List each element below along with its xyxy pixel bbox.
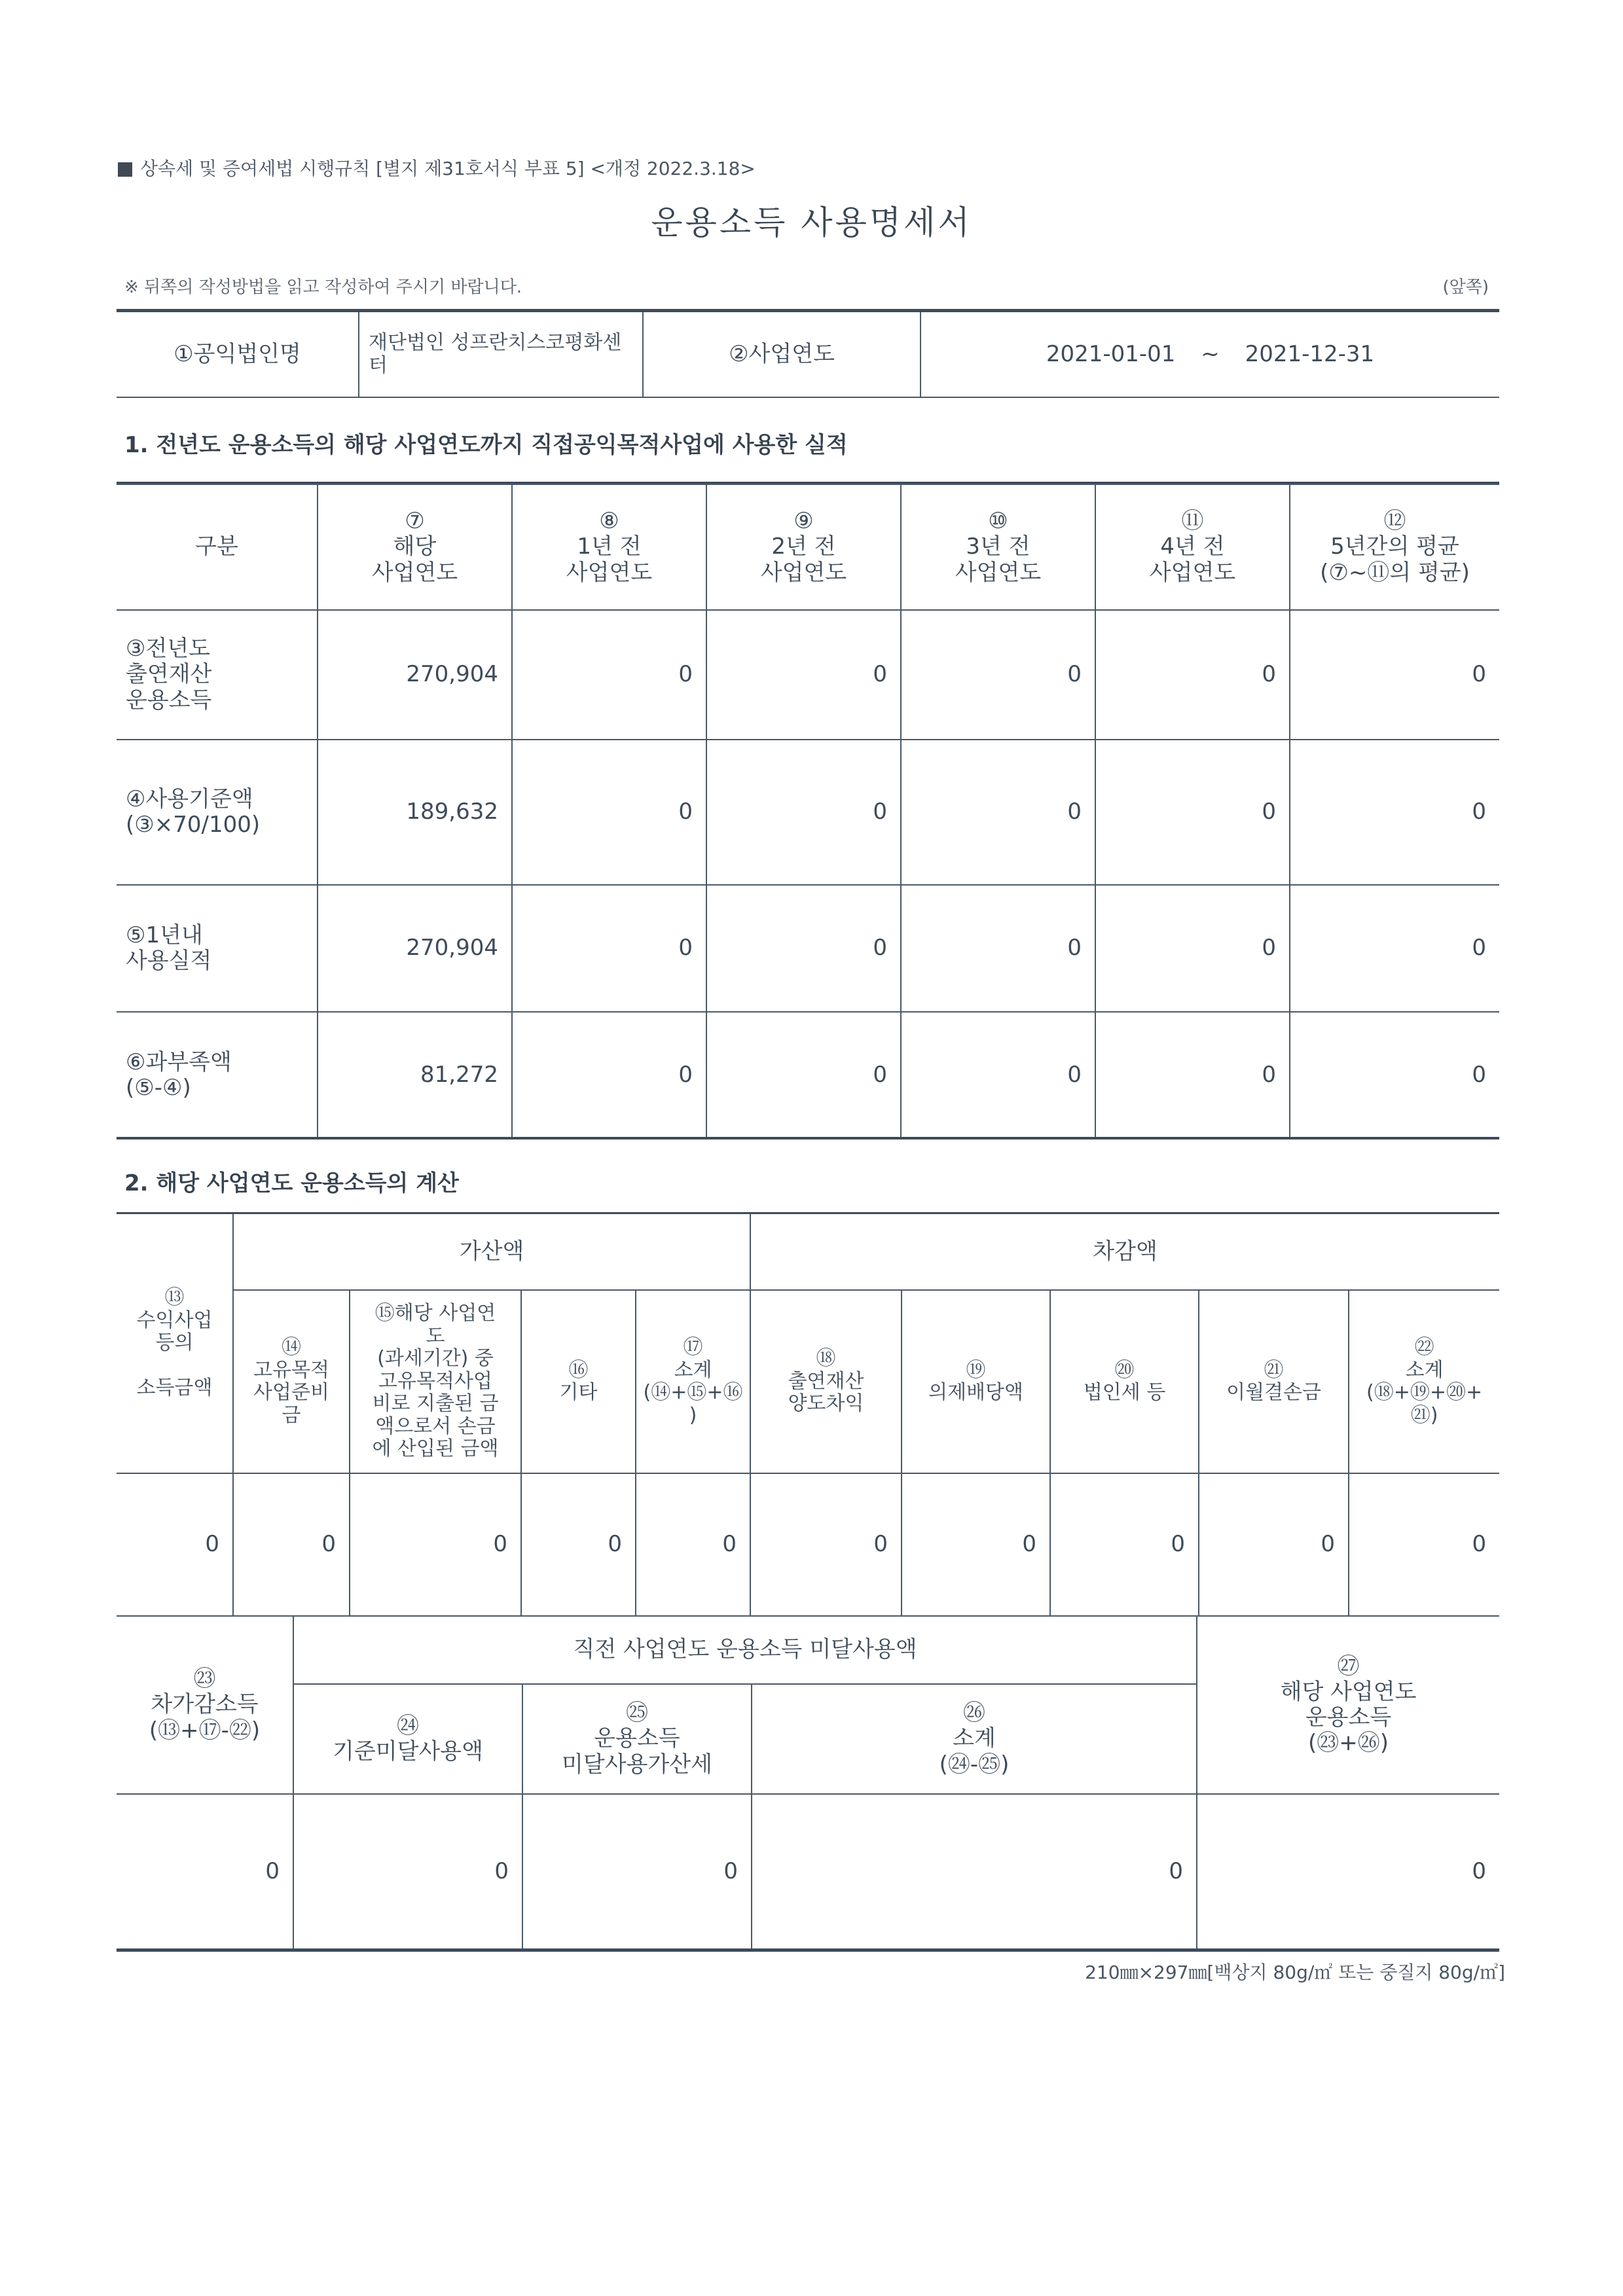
business-year-label: ②사업연도 <box>643 312 921 397</box>
value-cell: 0 <box>901 1012 1095 1139</box>
value-cell: 270,904 <box>318 610 512 740</box>
year-end: 2021-12-31 <box>1245 340 1375 367</box>
section2-heading: 2. 해당 사업연도 운용소득의 계산 <box>124 1170 459 1196</box>
value-cell: 0 <box>901 885 1095 1012</box>
value-cell: 0 <box>1290 1012 1499 1139</box>
column-header: ⑧ 1년 전 사업연도 <box>512 484 706 610</box>
value-cell: 0 <box>706 740 901 885</box>
deduction-column-header: ⑳ 법인세 등 <box>1050 1290 1199 1473</box>
bottom-rule <box>117 1948 1499 1952</box>
corp-name-label: ①공익법인명 <box>117 312 359 397</box>
section1-bottom-rule <box>117 1137 1499 1139</box>
table-row <box>117 740 1499 885</box>
addition-column-header: ⑯ 기타 <box>521 1290 636 1473</box>
value-cell: 0 <box>1290 610 1499 740</box>
addition-column-header: ⑮해당 사업연 도 (과세기간) 중 고유목적사업 비로 지출된 금 액으로서 손금 에 산입된 금액 <box>350 1290 521 1473</box>
column-header: ⑫ 5년간의 평균 (⑦~⑪의 평균) <box>1290 484 1499 610</box>
instruction-note: ※ 뒤쪽의 작성방법을 읽고 작성하여 주시기 바랍니다. <box>124 278 522 297</box>
value-cell: 0 <box>350 1473 521 1616</box>
net-income-header: ㉓ 차가감소득 (⑬+⑰-㉒) <box>117 1616 293 1794</box>
value-cell: 0 <box>706 610 901 740</box>
shortfall-column-header: ㉖ 소계 (㉔-㉕) <box>752 1684 1197 1794</box>
row-label: ④사용기준액 (③×70/100) <box>117 740 318 885</box>
column-header: ⑦ 해당 사업연도 <box>318 484 512 610</box>
column-header: ⑩ 3년 전 사업연도 <box>901 484 1095 610</box>
operating-income-header: ㉗ 해당 사업연도 운용소득 (㉓+㉖) <box>1197 1616 1499 1794</box>
table-row <box>117 885 1499 1012</box>
year-start: 2021-01-01 <box>1046 340 1176 367</box>
deduction-column-header: ㉑ 이월결손금 <box>1199 1290 1349 1473</box>
law-reference <box>118 154 756 181</box>
value-cell: 0 <box>512 885 706 1012</box>
value-cell: 189,632 <box>318 740 512 885</box>
value-cell: 81,272 <box>318 1012 512 1139</box>
page-side-label: (앞쪽) <box>1442 278 1489 297</box>
shortfall-column-header: ㉔ 기준미달사용액 <box>293 1684 522 1794</box>
value-cell: 0 <box>1050 1473 1199 1616</box>
value-cell: 0 <box>1095 740 1290 885</box>
value-cell: 0 <box>512 610 706 740</box>
shortfall-group-header: 직전 사업연도 운용소득 미달사용액 <box>293 1616 1197 1684</box>
table-row <box>117 1794 1499 1950</box>
table-row <box>117 1473 1499 1616</box>
value-cell: 0 <box>293 1794 522 1950</box>
deduction-column-header: ⑲ 의제배당액 <box>902 1290 1050 1473</box>
addition-group-header: 가산액 <box>233 1214 750 1290</box>
value-cell: 0 <box>1290 885 1499 1012</box>
value-cell: 0 <box>1095 885 1290 1012</box>
column-header: ⑨ 2년 전 사업연도 <box>706 484 901 610</box>
value-cell: 0 <box>521 1473 636 1616</box>
row-label: ③전년도 출연재산 운용소득 <box>117 610 318 740</box>
deduction-column-header: ⑱ 출연재산 양도차익 <box>750 1290 902 1473</box>
page-title: 운용소득 사용명세서 <box>651 204 972 242</box>
value-cell: 0 <box>901 740 1095 885</box>
table-row <box>117 610 1499 740</box>
value-cell: 0 <box>1349 1473 1499 1616</box>
value-cell: 0 <box>117 1794 293 1950</box>
paper-spec: 210㎜×297㎜[백상지 80g/㎡ 또는 중질지 80g/㎡] <box>1085 1962 1505 1983</box>
value-cell: 0 <box>706 885 901 1012</box>
row-label: ⑥과부족액 (⑤-④) <box>117 1012 318 1139</box>
row-label: ⑤1년내 사용실적 <box>117 885 318 1012</box>
income-amount-header: ⑬ 수익사업 등의 소득금액 <box>117 1214 233 1473</box>
value-cell: 0 <box>512 740 706 885</box>
deduction-group-header: 차감액 <box>750 1214 1499 1290</box>
info-table <box>117 312 1499 398</box>
addition-column-header: ⑰ 소계 (⑭+⑮+⑯ ) <box>636 1290 750 1473</box>
addition-column-header: ⑭ 고유목적 사업준비 금 <box>233 1290 350 1473</box>
section2-table <box>117 1214 1499 1617</box>
value-cell: 0 <box>750 1473 902 1616</box>
business-year-value <box>921 312 1499 397</box>
section1-table <box>117 484 1499 1139</box>
value-cell: 0 <box>1290 740 1499 885</box>
value-cell: 0 <box>1199 1473 1349 1616</box>
column-header: ⑪ 4년 전 사업연도 <box>1095 484 1290 610</box>
law-reference-text: 상속세 및 증여세법 시행규칙 [별지 제31호서식 부표 5] <개정 2022.3.18> <box>140 158 756 179</box>
value-cell: 270,904 <box>318 885 512 1012</box>
shortfall-column-header: ㉕ 운용소득 미달사용가산세 <box>522 1684 752 1794</box>
value-cell: 0 <box>233 1473 350 1616</box>
value-cell: 0 <box>752 1794 1197 1950</box>
value-cell: 0 <box>522 1794 752 1950</box>
square-bullet-icon <box>118 162 132 177</box>
value-cell: 0 <box>1095 1012 1290 1139</box>
value-cell: 0 <box>117 1473 233 1616</box>
value-cell: 0 <box>1095 610 1290 740</box>
corp-name-value: 재단법인 성프란치스코평화센터 <box>359 312 643 397</box>
value-cell: 0 <box>902 1473 1050 1616</box>
value-cell: 0 <box>901 610 1095 740</box>
year-separator: ~ <box>1201 340 1220 367</box>
deduction-column-header: ㉒ 소계 (⑱+⑲+⑳+ ㉑) <box>1349 1290 1499 1473</box>
section2-table-b <box>117 1615 1499 1950</box>
value-cell: 0 <box>1197 1794 1499 1950</box>
value-cell: 0 <box>636 1473 750 1616</box>
value-cell: 0 <box>706 1012 901 1139</box>
value-cell: 0 <box>512 1012 706 1139</box>
table-row <box>117 1012 1499 1139</box>
section1-heading: 1. 전년도 운용소득의 해당 사업연도까지 직접공익목적사업에 사용한 실적 <box>124 432 848 458</box>
column-header: 구분 <box>117 484 318 610</box>
